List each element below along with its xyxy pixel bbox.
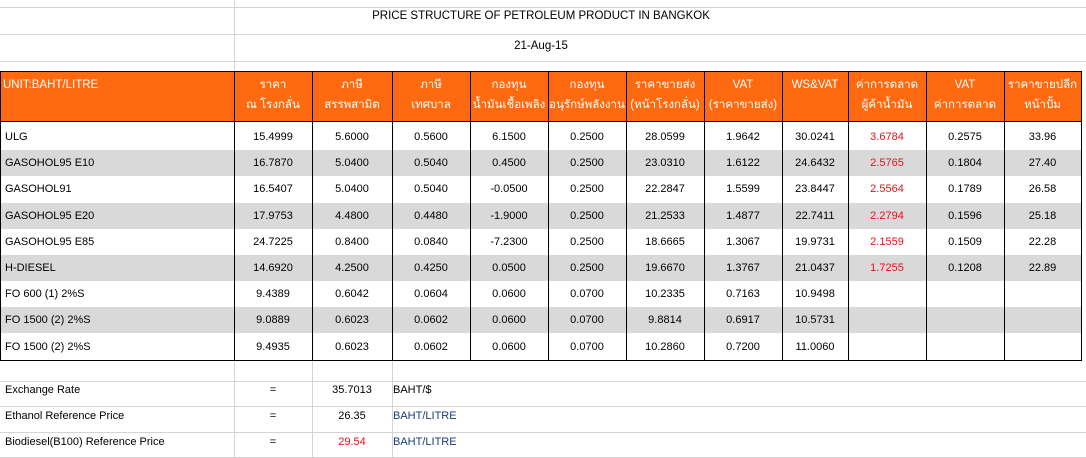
table-cell: 16.5407 — [253, 183, 293, 196]
table-cell: 22.89 — [1028, 262, 1057, 274]
table-cell: 0.1596 — [948, 209, 982, 222]
column-header-line1: VAT — [732, 79, 754, 91]
table-cell: 2.2794 — [870, 209, 904, 222]
column-header-line1: ราคาขายปลีก — [1007, 79, 1078, 91]
table-cell: 23.0310 — [645, 157, 685, 170]
table-cell: 0.2575 — [948, 131, 982, 143]
table-cell: 1.5599 — [726, 183, 760, 196]
product-name: H-DIESEL — [5, 262, 56, 274]
column-header-line1: ภาษี — [341, 79, 363, 91]
column-header-line1: ค่าการตลาด — [855, 79, 919, 91]
table-cell: 2.5564 — [870, 183, 904, 196]
table-cell: 0.0604 — [414, 288, 448, 301]
product-name: FO 1500 (2) 2%S — [5, 340, 91, 353]
table-cell: 24.6432 — [795, 157, 835, 170]
footer-equals: = — [269, 410, 277, 422]
table-cell: 14.6920 — [253, 262, 293, 274]
table-cell: 0.2500 — [570, 131, 604, 143]
footer-label: Exchange Rate — [5, 384, 81, 396]
table-cell: 18.6665 — [645, 235, 685, 248]
table-cell: 0.1804 — [948, 157, 982, 170]
table-cell: 28.0599 — [645, 131, 685, 143]
table-cell: 9.0889 — [256, 314, 290, 327]
table-cell: 0.2500 — [570, 235, 604, 248]
footer-unit: BAHT/LITRE — [393, 436, 457, 448]
table-cell: 2.5765 — [870, 157, 904, 170]
column-header-line2: อนุรักษ์พลังงาน — [549, 99, 625, 111]
table-cell: 10.2335 — [645, 288, 685, 301]
table-cell: 10.2860 — [645, 340, 685, 353]
table-cell: 21.0437 — [795, 262, 835, 274]
table-cell: 22.28 — [1028, 235, 1057, 248]
table-cell: 0.4480 — [414, 209, 448, 222]
table-cell: 22.2847 — [645, 183, 685, 196]
table-cell: 0.4500 — [492, 157, 526, 170]
sheet-title: PRICE STRUCTURE OF PETROLEUM PRODUCT IN BANGKOK — [372, 10, 710, 22]
footer-unit: BAHT/LITRE — [393, 410, 457, 422]
column-header-line1: กองทุน — [569, 79, 605, 91]
table-cell: 25.18 — [1028, 209, 1057, 222]
column-header-line1: ราคา — [259, 79, 287, 91]
gridline — [0, 34, 1086, 35]
column-header-line2: น้ำมันเชื้อเพลิง — [472, 99, 546, 111]
table-cell: 0.6917 — [726, 314, 760, 327]
table-cell: -1.9000 — [490, 209, 528, 222]
column-header-line2: ค่าการตลาด — [933, 99, 997, 111]
column-header-line1: กองทุน — [491, 79, 527, 91]
gridline — [234, 0, 235, 71]
table-frame — [0, 71, 1082, 361]
column-header-line2: สรรพสามิต — [324, 99, 380, 111]
product-name: GASOHOL91 — [5, 183, 72, 196]
table-cell: 0.6023 — [335, 314, 369, 327]
table-cell: 11.0060 — [795, 340, 835, 353]
table-cell: 23.8447 — [795, 183, 835, 196]
table-cell: 0.0840 — [414, 235, 448, 248]
footer-unit: BAHT/$ — [393, 384, 432, 396]
table-cell: 1.6122 — [726, 157, 760, 170]
table-cell: 27.40 — [1028, 157, 1057, 170]
table-cell: 0.1208 — [948, 262, 982, 274]
table-cell: 0.0700 — [570, 288, 604, 301]
unit-header: UNIT:BAHT/LITRE — [3, 79, 99, 91]
table-cell: 17.9753 — [253, 209, 293, 222]
table-cell: 15.4999 — [253, 131, 293, 143]
table-cell: 0.6023 — [335, 340, 369, 353]
column-header-line1: WS&VAT — [791, 79, 839, 91]
column-header-line2: หน้าปั้ม — [1024, 99, 1061, 111]
table-cell: 21.2533 — [645, 209, 685, 222]
table-cell: -0.0500 — [490, 183, 528, 196]
table-cell: 0.2500 — [570, 262, 604, 274]
table-cell: 0.2500 — [570, 209, 604, 222]
gridline — [0, 7, 1086, 8]
table-cell: 4.2500 — [335, 262, 369, 274]
column-header-line2: ณ โรงกลั่น — [246, 99, 300, 111]
table-cell: 6.1500 — [492, 131, 526, 143]
table-cell: 9.4935 — [256, 340, 290, 353]
table-cell: 0.0500 — [492, 262, 526, 274]
table-cell: 0.2500 — [570, 157, 604, 170]
table-cell: 26.58 — [1028, 183, 1057, 196]
table-cell: 10.9498 — [795, 288, 835, 301]
table-cell: 1.3767 — [726, 262, 760, 274]
table-cell: 9.8814 — [648, 314, 682, 327]
table-cell: 0.0700 — [570, 314, 604, 327]
table-cell: 0.0600 — [492, 288, 526, 301]
table-cell: 0.6042 — [335, 288, 369, 301]
table-cell: 0.5600 — [414, 131, 448, 143]
footer-equals: = — [269, 436, 277, 448]
footer-value: 26.35 — [338, 410, 366, 422]
table-cell: 0.0600 — [492, 340, 526, 353]
table-cell: 0.0600 — [492, 314, 526, 327]
table-cell: 1.3067 — [726, 235, 760, 248]
table-cell: 0.0602 — [414, 340, 448, 353]
product-name: FO 1500 (2) 2%S — [5, 314, 91, 327]
table-cell: 3.6784 — [870, 131, 904, 143]
table-cell: 0.7163 — [726, 288, 760, 301]
table-cell: 0.5040 — [414, 183, 448, 196]
table-cell: 19.6670 — [645, 262, 685, 274]
product-name: ULG — [5, 131, 28, 143]
table-cell: 19.9731 — [795, 235, 835, 248]
table-cell: 0.0700 — [570, 340, 604, 353]
footer-label: Ethanol Reference Price — [5, 410, 125, 422]
table-cell: 1.9642 — [726, 131, 760, 143]
column-header-line1: VAT — [954, 79, 976, 91]
column-header-line2: (ราคาขายส่ง) — [708, 99, 778, 111]
table-cell: 0.8400 — [335, 235, 369, 248]
table-cell: 10.5731 — [795, 314, 835, 327]
table-cell: 0.1789 — [948, 183, 982, 196]
table-cell: 24.7225 — [253, 235, 293, 248]
footer-value: 35.7013 — [332, 384, 372, 396]
table-cell: 9.4389 — [256, 288, 290, 301]
table-cell: 5.0400 — [335, 183, 369, 196]
column-header-line2: (หน้าโรงกลั่น) — [630, 99, 700, 111]
footer-label: Biodiesel(B100) Reference Price — [5, 436, 165, 448]
table-cell: 5.0400 — [335, 157, 369, 170]
product-name: GASOHOL95 E20 — [5, 209, 95, 222]
table-cell: 1.7255 — [870, 262, 904, 274]
footer-value: 29.54 — [338, 436, 366, 448]
table-cell: 0.1509 — [948, 235, 982, 248]
product-name: FO 600 (1) 2%S — [5, 288, 85, 301]
table-cell: 0.5040 — [414, 157, 448, 170]
column-header-line2: ผู้ค้าน้ำมัน — [861, 99, 913, 111]
column-header-line1: ราคาขายส่ง — [634, 79, 696, 91]
table-cell: 0.4250 — [414, 262, 448, 274]
table-cell: 16.7870 — [253, 157, 293, 170]
table-cell: 2.1559 — [870, 235, 904, 248]
table-cell: 33.96 — [1028, 131, 1057, 143]
product-name: GASOHOL95 E10 — [5, 157, 95, 170]
table-cell: 0.2500 — [570, 183, 604, 196]
sheet-date: 21-Aug-15 — [514, 40, 568, 52]
table-cell: 0.7200 — [726, 340, 760, 353]
table-cell: 4.4800 — [335, 209, 369, 222]
column-header-line1: ภาษี — [420, 79, 442, 91]
table-cell: 1.4877 — [726, 209, 760, 222]
column-header-line2: เทศบาล — [411, 99, 451, 111]
table-cell: 0.0602 — [414, 314, 448, 327]
footer-equals: = — [269, 384, 277, 396]
product-name: GASOHOL95 E85 — [5, 235, 95, 248]
table-cell: -7.2300 — [490, 235, 528, 248]
table-cell: 22.7411 — [795, 209, 835, 222]
gridline — [0, 61, 1086, 62]
table-cell: 5.6000 — [335, 131, 369, 143]
table-cell: 30.0241 — [795, 131, 835, 143]
